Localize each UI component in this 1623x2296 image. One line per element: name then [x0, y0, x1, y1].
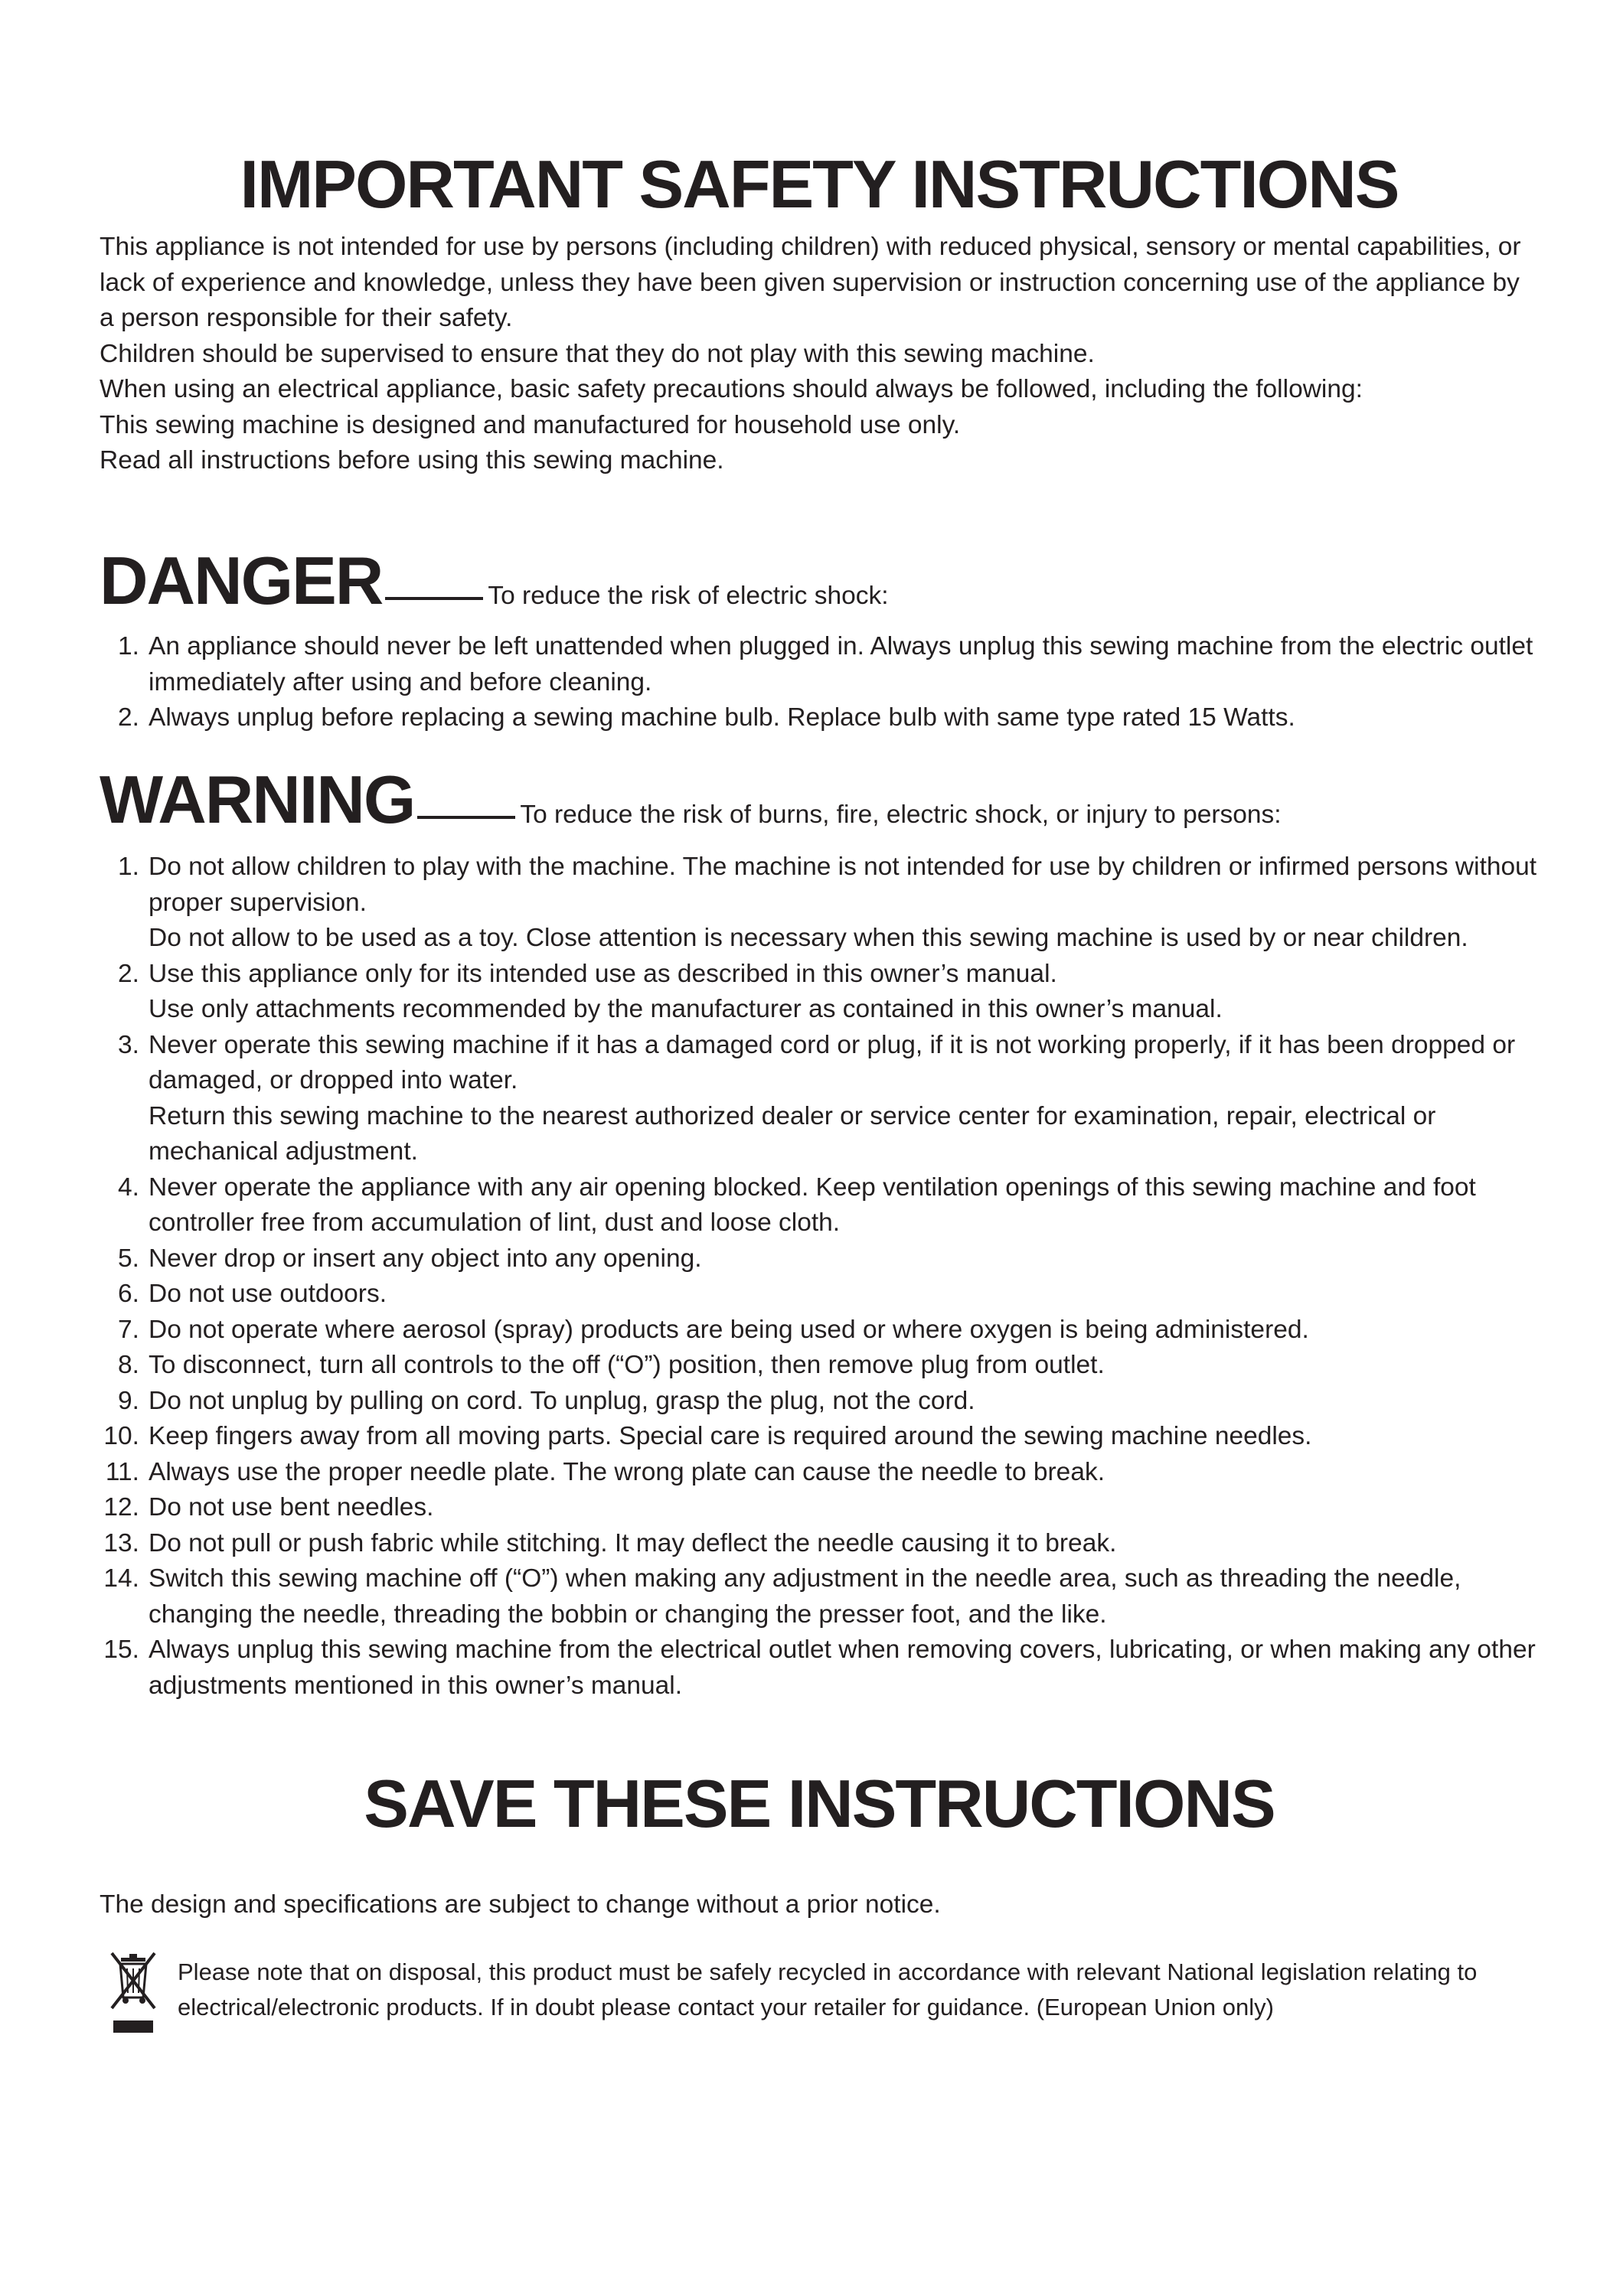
item-text: Always use the proper needle plate. The wrong plate can cause the needle to break.: [149, 1457, 1105, 1486]
intro-paragraph: Read all instructions before using this sewing machine.: [100, 446, 724, 475]
item-text: Do not pull or push fabric while stitching. It may deflect the needle causing it to break.: [149, 1528, 1117, 1557]
item-text: Always unplug before replacing a sewing machine bulb. Replace bulb with same type rated 15 Watts.: [149, 703, 1295, 732]
warning-item: [100, 1526, 1539, 1562]
warning-item: [100, 1455, 1539, 1491]
intro-paragraph: Children should be supervised to ensure that they do not play with this sewing machine.: [100, 339, 1095, 368]
intro-paragraph: This appliance is not intended for use by persons (including children) with reduced physical, sensory or mental capabilities, or lack of experience and knowledge, unless they have been given supervision or instruction concerning use of the appliance by a person responsible for their safety.: [100, 233, 1521, 332]
warning-item: [100, 957, 1539, 1028]
item-number: 2.: [118, 703, 139, 732]
danger-label: DANGER: [100, 543, 383, 618]
warning-item: [100, 1313, 1539, 1349]
warning-item: [100, 1384, 1539, 1420]
heading-dash: [385, 597, 483, 600]
item-text: Use only attachments recommended by the manufacturer as contained in this owner’s manual.: [149, 995, 1223, 1023]
item-number: 7.: [118, 1315, 139, 1344]
danger-item: [100, 629, 1539, 700]
page-title: IMPORTANT SAFETY INSTRUCTIONS: [240, 146, 1399, 222]
warning-item: [100, 1277, 1539, 1313]
intro-block: [100, 230, 1539, 479]
warning-item: [100, 1170, 1539, 1241]
intro-paragraph: When using an electrical appliance, basic safety precautions should always be followed, including the following:: [100, 375, 1363, 403]
item-number: 1.: [118, 853, 139, 881]
item-text: Always unplug this sewing machine from the electrical outlet when removing covers, lubricating, or when making any other adjustments mentioned in this owner’s manual.: [149, 1636, 1536, 1700]
item-text: Never operate this sewing machine if it has a damaged cord or plug, if it is not working properly, if it has been dropped or damaged, or dropped into water.: [149, 1030, 1516, 1094]
danger-item: [100, 700, 1539, 736]
intro-paragraph: This sewing machine is designed and manufactured for household use only.: [100, 410, 961, 439]
item-number: 9.: [118, 1386, 139, 1415]
item-text: Return this sewing machine to the nearest authorized dealer or service center for examination, repair, electrical or mechanical adjustment.: [149, 1101, 1436, 1166]
item-text: Never operate the appliance with any air opening blocked. Keep ventilation openings of this sewing machine and foot controller free from accumulation of lint, dust and loose cloth.: [149, 1172, 1476, 1237]
warning-item: [100, 1028, 1539, 1170]
warning-subheading: To reduce the risk of burns, fire, electric shock, or injury to persons:: [520, 801, 1282, 829]
warning-heading: [100, 761, 1282, 839]
disposal-note: Please note that on disposal, this product must be safely recycled in accordance with relevant National legislation relating to electrical/electronic products. If in doubt please contact your retailer for guidance. (European Union only): [178, 1958, 1478, 2020]
item-number: 1.: [118, 632, 139, 660]
danger-list: [100, 629, 1539, 736]
item-number: 3.: [118, 1030, 139, 1059]
warning-item: [100, 1348, 1539, 1384]
item-number: 5.: [118, 1244, 139, 1273]
warning-item: [100, 1561, 1539, 1632]
item-text: Do not use outdoors.: [149, 1280, 387, 1308]
warning-item: [100, 1419, 1539, 1455]
item-text: Do not allow children to play with the machine. The machine is not intended for use by children or infirmed persons without proper supervision.: [149, 853, 1537, 917]
item-number: 8.: [118, 1351, 139, 1379]
warning-list: [100, 850, 1539, 1704]
item-text: Do not allow to be used as a toy. Close attention is necessary when this sewing machine is used by or near children.: [149, 924, 1468, 952]
item-number: 2.: [118, 959, 139, 988]
item-text: Keep fingers away from all moving parts. Special care is required around the sewing machine needles.: [149, 1422, 1312, 1450]
item-text: To disconnect, turn all controls to the off (“O”) position, then remove plug from outlet.: [149, 1351, 1105, 1379]
item-text: An appliance should never be left unattended when plugged in. Always unplug this sewing machine from the electric outlet immediately after using and before cleaning.: [149, 632, 1533, 696]
design-note: The design and specifications are subject to change without a prior notice.: [100, 1890, 941, 1919]
item-number: 12.: [103, 1493, 139, 1521]
item-number: 10.: [103, 1422, 139, 1450]
item-number: 14.: [103, 1564, 139, 1593]
danger-subheading: To reduce the risk of electric shock:: [488, 582, 889, 610]
item-text: Switch this sewing machine off (“O”) when making any adjustment in the needle area, such as threading the needle, changing the needle, threading the bobbin or changing the presser foot, and the like.: [149, 1564, 1461, 1629]
item-number: 13.: [103, 1528, 139, 1557]
save-instructions-title: SAVE THESE INSTRUCTIONS: [364, 1766, 1275, 1841]
crossed-out-wheeled-bin-icon: [109, 1950, 158, 2036]
item-text: Do not operate where aerosol (spray) products are being used or where oxygen is being administered.: [149, 1315, 1309, 1344]
item-number: 11.: [105, 1457, 139, 1486]
warning-label: WARNING: [100, 762, 415, 837]
item-text: Do not unplug by pulling on cord. To unplug, grasp the plug, not the cord.: [149, 1386, 975, 1415]
item-number: 4.: [118, 1172, 139, 1202]
item-number: 6.: [118, 1280, 139, 1308]
item-text: Use this appliance only for its intended use as described in this owner’s manual.: [149, 959, 1057, 988]
danger-heading: [100, 542, 889, 620]
warning-item: [100, 1490, 1539, 1526]
item-text: Do not use bent needles.: [149, 1493, 434, 1521]
heading-dash: [417, 816, 515, 819]
warning-item: [100, 1241, 1539, 1277]
item-number: 15.: [103, 1636, 139, 1664]
warning-item: [100, 1632, 1539, 1704]
item-text: Never drop or insert any object into any opening.: [149, 1244, 702, 1273]
warning-item: [100, 850, 1539, 957]
